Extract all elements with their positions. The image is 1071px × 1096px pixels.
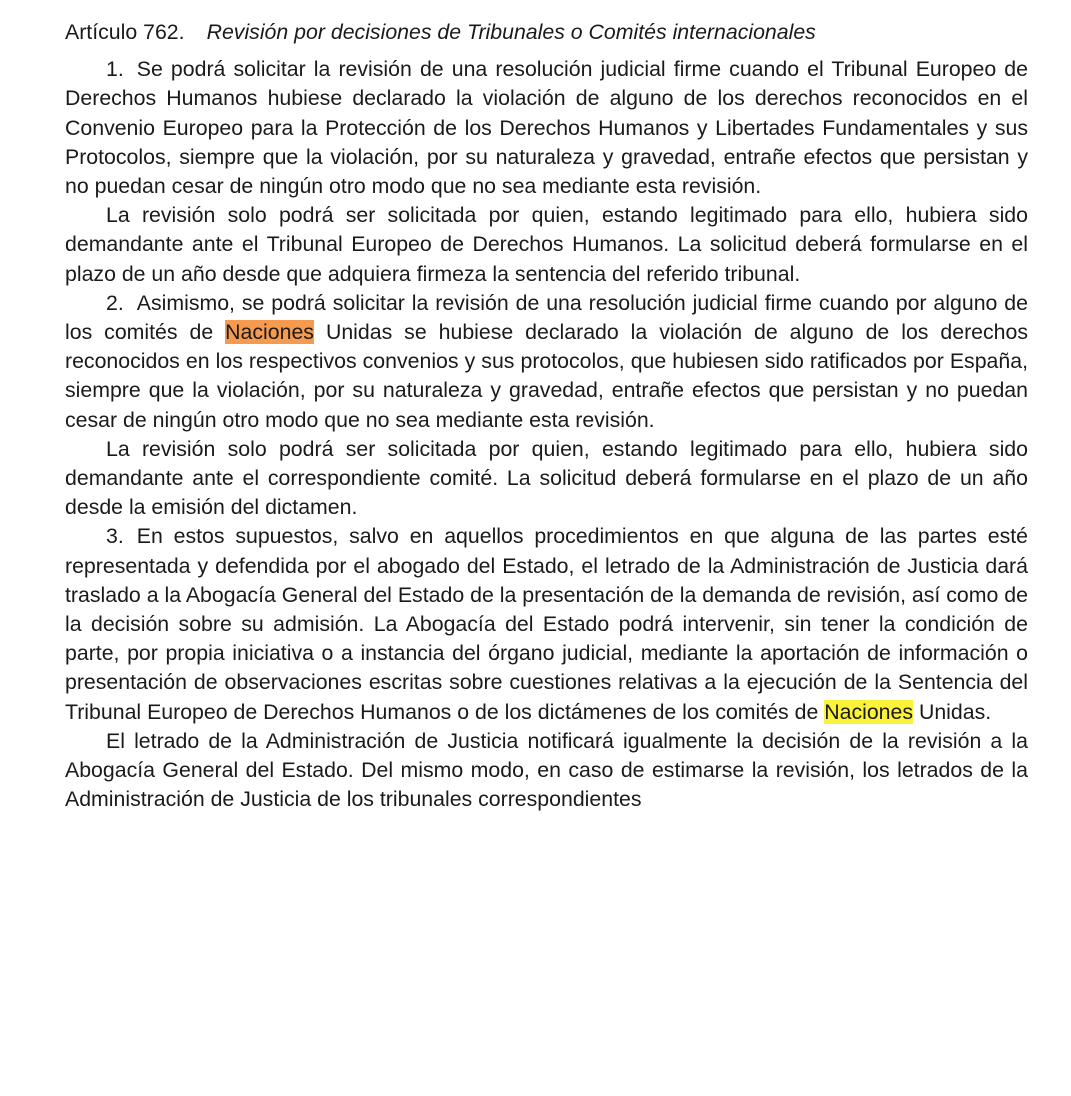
paragraph-number: 3. bbox=[106, 524, 124, 549]
paragraph-3 bbox=[65, 522, 1028, 726]
paragraph-1-continued bbox=[65, 201, 1028, 289]
paragraph-text: La revisión solo podrá ser solicitada por quien, estando legitimado para ello, hubiera sido demandante ante el correspondiente comité. La solicitud deberá formularse en el plazo de un año desde la emisión del dictamen. bbox=[65, 436, 1028, 520]
paragraph-number: 2. bbox=[106, 290, 124, 315]
document-page bbox=[65, 18, 1028, 814]
paragraph-text: En estos supuestos, salvo en aquellos procedimientos en que alguna de las partes esté representada y defendida por el abogado del Estado, el letrado de la Administración de Justicia dará traslado a la Abogacía General del Estado de la presentación de la demanda de revisión, así como de la decisión sobre su admisión. La Abogacía del Estado podrá intervenir, sin tener la condición de parte, por propia iniciativa o a instancia del órgano judicial, mediante la aportación de información o presentación de observaciones escritas sobre cuestiones relativas a la ejecución de la Sentencia del Tribunal Europeo de Derechos Humanos o de los dictámenes de los comités de bbox=[65, 524, 1028, 724]
paragraph-number: 1. bbox=[106, 57, 124, 82]
article-number: Artículo 762. bbox=[65, 20, 185, 44]
paragraph-text: Se podrá solicitar la revisión de una resolución judicial firme cuando el Tribunal Europeo de Derechos Humanos hubiese declarado la violación de alguno de los derechos reconocidos en el Convenio Europeo para la Protección de los Derechos Humanos y Libertades Fundamentales y sus Protocolos, siempre que la violación, por su naturaleza y gravedad, entrañe efectos que persistan y no puedan cesar de ningún otro modo que no sea mediante esta revisión. bbox=[65, 57, 1028, 199]
paragraph-3-continued bbox=[65, 727, 1028, 815]
paragraph-text: Unidas se hubiese declarado la violación de alguno de los derechos reconocidos en los respectivos convenios y sus protocolos, que hubiesen sido ratificados por España, siempre que la violación, por su naturaleza y gravedad, entrañe efectos que persistan y no puedan cesar de ningún otro modo que no sea mediante esta revisión. bbox=[65, 320, 1029, 432]
paragraph-2-continued bbox=[65, 435, 1028, 523]
article-title: Revisión por decisiones de Tribunales o Comités internacionales bbox=[206, 20, 816, 44]
search-highlight-current: Naciones bbox=[225, 320, 314, 345]
paragraph-text: Unidas. bbox=[918, 699, 992, 724]
paragraph-1 bbox=[65, 55, 1028, 201]
paragraph-text: Asimismo, se podrá solicitar la revisión de una resolución judicial firme cuando por alguno de los comités de bbox=[65, 290, 1028, 345]
paragraph-2 bbox=[65, 289, 1028, 435]
paragraph-text: El letrado de la Administración de Justicia notificará igualmente la decisión de la revisión a la Abogacía General del Estado. Del mismo modo, en caso de estimarse la revisión, los letrados de la Administración de Justicia de los tribunales correspondientes bbox=[65, 728, 1028, 812]
paragraph-text: La revisión solo podrá ser solicitada por quien, estando legitimado para ello, hubiera sido demandante ante el Tribunal Europeo de Derechos Humanos. La solicitud deberá formularse en el plazo de un año desde que adquiera firmeza la sentencia del referido tribunal. bbox=[65, 203, 1028, 286]
article-heading bbox=[65, 18, 1028, 47]
search-highlight-match: Naciones bbox=[824, 699, 914, 724]
